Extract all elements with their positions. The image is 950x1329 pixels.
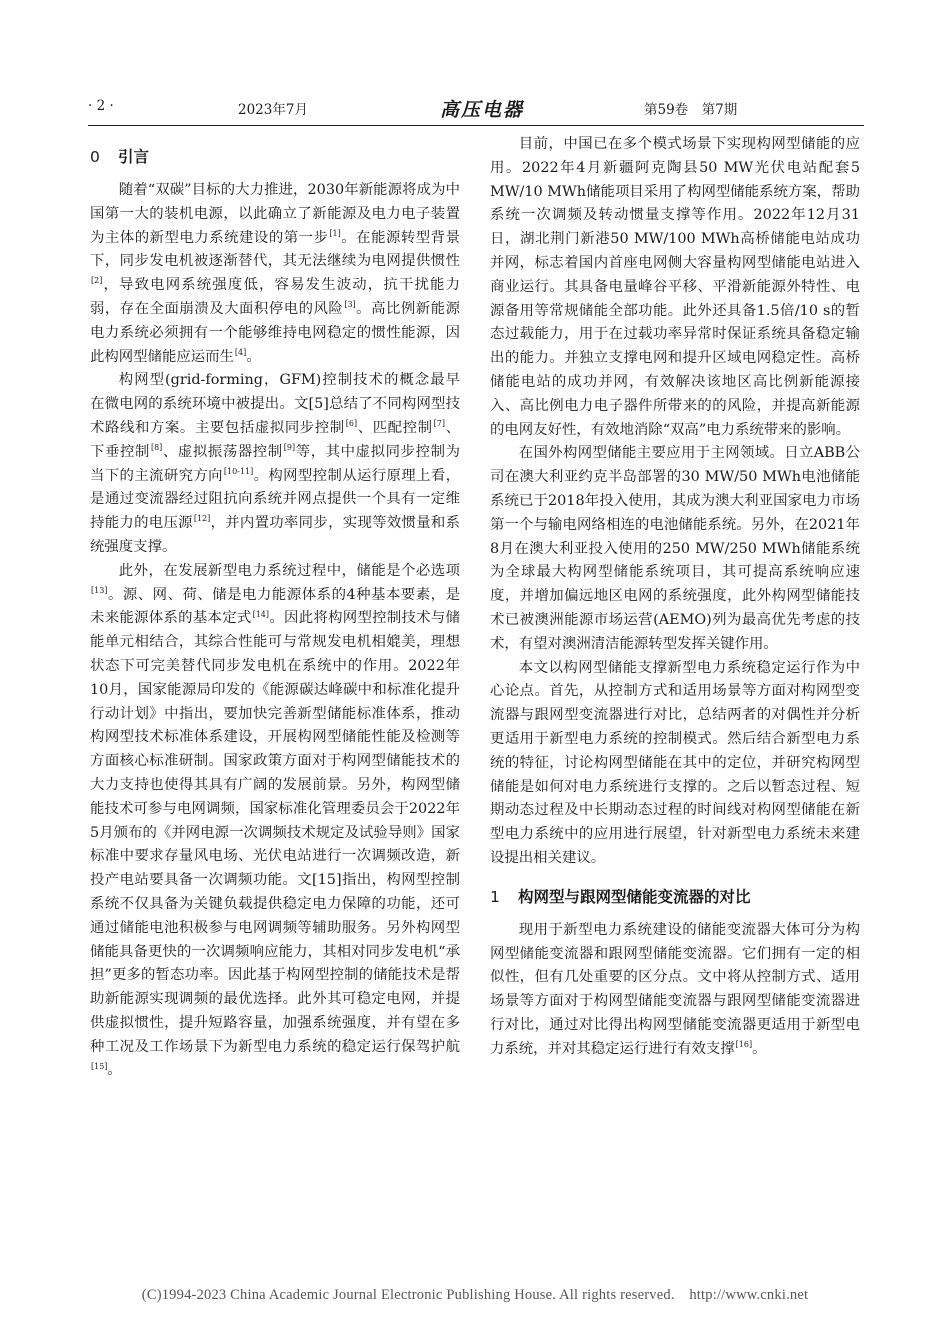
section-heading-comparison <box>490 885 860 909</box>
text-run: 、匹配控制 <box>357 419 433 436</box>
citation[interactable]: [4] <box>234 347 247 357</box>
text-run: ，导致电网系统强度低，容易发生波动，抗干扰能力弱，存在全面崩溃及大面积停电的风险 <box>90 277 460 317</box>
paragraph: 本文以构网型储能支撑新型电力系统稳定运行作为中心论点。首先，从控制方式和适用场景等方面对构网型变流器与跟网型变流器进行对比，总结两者的对偶性并分析更适用于新型电力系统的控制模式。然后结合新型电力系统的特征，讨论构网型储能在其中的定位，并研究构网型储能是如何对电力系统进行支撑的。之后以暂态过程、短期动态过程及中长期动态过程的时间线对构网型储能在新型电力系统中的应用进行展望，针对新型电力系统未来建设提出相关建议。 <box>490 659 860 866</box>
paragraph <box>90 179 460 369</box>
section-number: 0 <box>90 148 100 166</box>
citation[interactable]: [7] <box>433 419 445 429</box>
section-title: 构网型与跟网型储能变流器的对比 <box>518 887 751 906</box>
citation[interactable]: [1] <box>329 228 341 238</box>
text-run: 。因此将构网型控制技术与储能单元相结合，其综合性能可与常规发电机相媲美，理想状态下可完美替代同步发电机在系统中的作用。2022年10月，国家能源局印发的《能源碳达峰碳中和标准化提升行动计划》中指出，要加快完善新型储能标准体系，推动构网型技术标准体系建设，开展构网型储能性能及检测等方面核心标准研制。国家政策方面对于构网型储能技术的大力支持也使得其具有广阔的发展前景。另外，构网型储能技术可参与电网调频，国家标准化管理委员会于2022年5月颁布的《并网电源一次调频技术规定及试验导则》国家标准中要求存量风电场、光伏电站进行一次调频改造，新投产电站要具备一次调频功能。文[15]指出，构网型控制系统不仅具备为关键负载提供稳定电力保障的功能，还可通过储能电池积极参与电网调频等辅助服务。另外构网型储能具备更快的一次调频响应能力，其相对同步发电机“承担”更多的暂态功率。因此基于构网型控制的储能技术是帮助新能源实现调频的最优选择。此外其可稳定电网，并提供虚拟惯性，提升短路容量，加强系统强度，并有望在多种工况及工作场景下为新型电力系统的稳定运行保驾护航 <box>90 610 460 1055</box>
volume-issue: 第59卷 第7期 <box>644 102 738 118</box>
section-title: 引言 <box>118 148 150 166</box>
section-heading-introduction <box>90 145 460 169</box>
right-column <box>490 133 860 1061</box>
text-run: 。高比例新能源电力系统必须拥有一个能够维持电网稳定的惯性能源，因此构网型储能应运而生 <box>90 300 460 365</box>
text-run: 随着“双碳”目标的大力推进，2030年新能源将成为中国第一大的装机电源，以此确立了新能源及电力电子装置为主体的新型电力系统建设的第一步 <box>90 182 460 246</box>
text-run: 、虚拟振荡器控制 <box>162 443 283 460</box>
text-run: 、下垂控制 <box>90 419 460 460</box>
text-run: 。 <box>107 1062 122 1079</box>
paragraph: 在国外构网型储能主要应用于主网领域。日立ABB公司在澳大利亚约克半岛部署的30 MW/50 MWh电池储能系统已于2018年投入使用，其成为澳大利亚国家电力市场第一个与输电网络相连的电池储能系统。另外，在2021年8月在澳大利亚投入使用的250 MW/250 MWh储能系统为全球最大构网型储能系统项目，其可提高系统响应速度，并增加偏远地区电网的系统强度，此外构网型储能技术已被澳洲能源市场运营(AEMO)列为最高优先考虑的技术，有望对澳洲清洁能源转型发挥关键作用。 <box>490 445 860 652</box>
citation[interactable]: [2] <box>91 276 103 286</box>
citation[interactable]: [14] <box>252 609 270 619</box>
paragraph <box>90 560 460 1084</box>
text-run: 。 <box>752 1040 767 1057</box>
header-divider <box>88 125 864 126</box>
citation[interactable]: [16] <box>735 1039 753 1049</box>
citation[interactable]: [6] <box>345 419 358 429</box>
citation[interactable]: [8] <box>150 442 163 452</box>
text-run: 现用于新型电力系统建设的储能变流器大体可分为构网型储能变流器和跟网型储能变流器。它们拥有一定的相似性，但有几处重要的区分点。文中将从控制方式、适用场景等方面对于构网型储能变流器与跟网型储能变流器进行对比，通过对比得出构网型储能变流器更适用于新型电力系统，并对其稳定运行进行有效支撑 <box>490 921 860 1057</box>
text-run: 此外，在发展新型电力系统过程中，储能是个必选项 <box>118 562 460 579</box>
running-header <box>88 96 864 122</box>
text-run: 。源、网、荷、储是电力能源体系的4种基本要素，是未来能源体系的基本定式 <box>90 586 460 627</box>
section-number: 1 <box>490 887 500 906</box>
text-run: ，并内置功率同步，实现等效惯量和系统强度支撑。 <box>90 515 460 555</box>
issue-date: 2023年7月 <box>238 102 308 118</box>
citation[interactable]: [3] <box>344 300 356 310</box>
paragraph <box>90 369 460 559</box>
citation[interactable]: [9] <box>283 442 296 452</box>
citation[interactable]: [15] <box>91 1061 108 1071</box>
text-run: 等，其中虚拟同步控制为当下的主流研究方向 <box>90 443 460 484</box>
citation[interactable]: [12] <box>193 514 211 524</box>
paragraph <box>490 919 860 1062</box>
left-column <box>90 133 460 1083</box>
citation[interactable]: [13] <box>91 585 108 595</box>
text-run: 。构网型控制从运行原理上看，是通过变流器经过阻抗向系统并网点提供一个具有一定维持能力的电压源 <box>90 467 460 532</box>
page-number: · 2 · <box>88 98 114 114</box>
journal-title: 高压电器 <box>440 99 525 121</box>
citation[interactable]: [10-11] <box>223 466 254 476</box>
copyright-footer: (C)1994-2023 China Academic Journal Electronic Publishing House. All rights reserved. http://www.cnki.net <box>141 1287 809 1303</box>
text-run: 构网型(grid-forming，GFM)控制技术的概念最早在微电网的系统环境中被提出。文[5]总结了不同构网型技术路线和方案。主要包括虚拟同步控制 <box>90 372 460 436</box>
paragraph: 目前，中国已在多个模式场景下实现构网型储能的应用。2022年4月新疆阿克陶县50 MW光伏电站配套5 MW/10 MWh储能项目采用了构网型储能系统方案，帮助系统一次调频及转动惯量支撑等作用。2022年12月31日，湖北荆门新港50 MW/100 MWh高桥储能电站成功并网，标志着国内首座电网侧大容量构网型储能电站进入商业运行。其具备电量峰谷平移、平滑新能源外特性、电源备用等常规储能全部功能。此外还具备1.5倍/10 s的暂态过载能力，用于在过载功率异常时保证系统具备稳定输出的能力。并独立支撑电网和提升区域电网稳定性。高桥储能电站的成功并网，有效解决该地区高比例新能源接入、高比例电力电子器件所带来的的风险，并提高新能源的电网友好性，有效地消除“双高”电力系统带来的影响。 <box>490 136 860 438</box>
text-run: 。 <box>246 348 261 365</box>
text-run: 。在能源转型背景下，同步发电机被逐渐替代，其无法继续为电网提供惯性 <box>90 229 460 270</box>
